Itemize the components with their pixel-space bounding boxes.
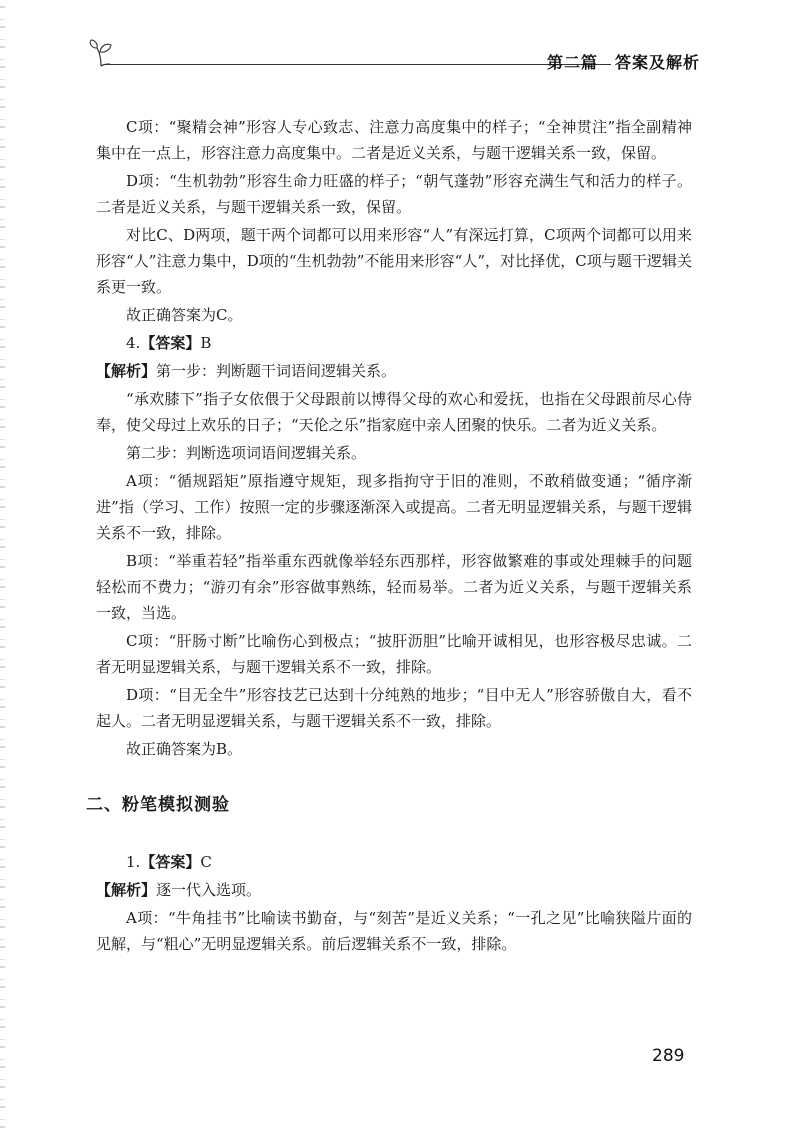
q1-number: 1. <box>126 853 141 871</box>
q1-analysis-text: 逐一代入选项。 <box>156 881 262 899</box>
q4-paragraph: 第二步：判断选项词语间逻辑关系。 <box>126 444 367 462</box>
section-heading: 二、粉笔模拟测验 <box>86 795 230 815</box>
q4-number: 4. <box>126 334 141 352</box>
q4-paragraph: B项：“举重若轻”指举重东西就像举轻东西那样，形容做繁难的事或处理棘手的问题轻松而不费力；“游刃有余”形容做事熟练，轻而易举。二者为近义关系，与题干逻辑关系一致，当选。 <box>96 552 692 622</box>
sprout-icon <box>88 38 118 72</box>
q4-answer-line <box>96 330 692 356</box>
running-header <box>88 38 708 78</box>
paragraph-c-option: C项：“聚精会神”形容人专心致志、注意力高度集中的样子；“全神贯注”指全副精神集中在一点上，形容注意力高度集中。二者是近义关系，与题干逻辑关系一致，保留。 <box>96 118 692 162</box>
header-title: 第二篇 答案及解析 <box>546 53 700 72</box>
q4-paragraph: “承欢膝下”指子女依偎于父母跟前以博得父母的欢心和爱抚，也指在父母跟前尽心侍奉，使父母过上欢乐的日子；“天伦之乐”指家庭中亲人团聚的快乐。二者为近义关系。 <box>96 390 692 434</box>
q4-answer-value: B <box>200 334 212 352</box>
q4-paragraph: A项：“循规蹈矩”原指遵守规矩，现多指拘守于旧的准则，不敢稍做变通；“循序渐进”指（学习、工作）按照一定的步骤逐渐深入或提高。二者无明显逻辑关系，与题干逻辑关系不一致，排除。 <box>96 472 692 542</box>
paragraph-d-option: D项：“生机勃勃”形容生命力旺盛的样子；“朝气蓬勃”形容充满生气和活力的样子。二者是近义关系，与题干逻辑关系一致，保留。 <box>96 172 692 216</box>
page-content <box>86 114 692 959</box>
paragraph-conclusion: 故正确答案为C。 <box>126 306 243 324</box>
q1-analysis-line <box>96 877 692 903</box>
q1-answer-line <box>96 849 692 875</box>
paragraph-comparison: 对比C、D两项，题干两个词都可以用来形容“人”有深远打算，C项两个词都可以用来形容“人”注意力集中，D项的“生机勃勃”不能用来形容“人”，对比择优，C项与题干逻辑关系更一致。 <box>96 226 692 296</box>
q4-analysis-text: 第一步：判断题干词语间逻辑关系。 <box>156 362 397 380</box>
q4-paragraph: C项：“肝肠寸断”比喻伤心到极点；“披肝沥胆”比喻开诚相见，也形容极尽忠诚。二者无明显逻辑关系，与题干逻辑关系不一致，排除。 <box>96 632 692 676</box>
q4-paragraph: D项：“目无全牛”形容技艺已达到十分纯熟的地步；“目中无人”形容骄傲自大，看不起人。二者无明显逻辑关系，与题干逻辑关系不一致，排除。 <box>96 686 692 730</box>
q1-answer-label: 【答案】 <box>140 853 201 871</box>
q4-answer-label: 【答案】 <box>140 334 201 352</box>
q4-analysis-label: 【解析】 <box>96 362 157 380</box>
q4-analysis-line <box>96 358 692 384</box>
q1-answer-value: C <box>200 853 212 871</box>
q4-paragraph: 故正确答案为B。 <box>126 740 243 758</box>
page-number: 289 <box>652 1046 685 1066</box>
header-rule <box>106 64 611 65</box>
q1-analysis-label: 【解析】 <box>96 881 157 899</box>
scan-edge <box>0 0 5 1130</box>
q1-paragraph: A项：“牛角挂书”比喻读书勤奋，与“刻苦”是近义关系；“一孔之见”比喻狭隘片面的见解，与“粗心”无明显逻辑关系。前后逻辑关系不一致，排除。 <box>96 909 692 953</box>
